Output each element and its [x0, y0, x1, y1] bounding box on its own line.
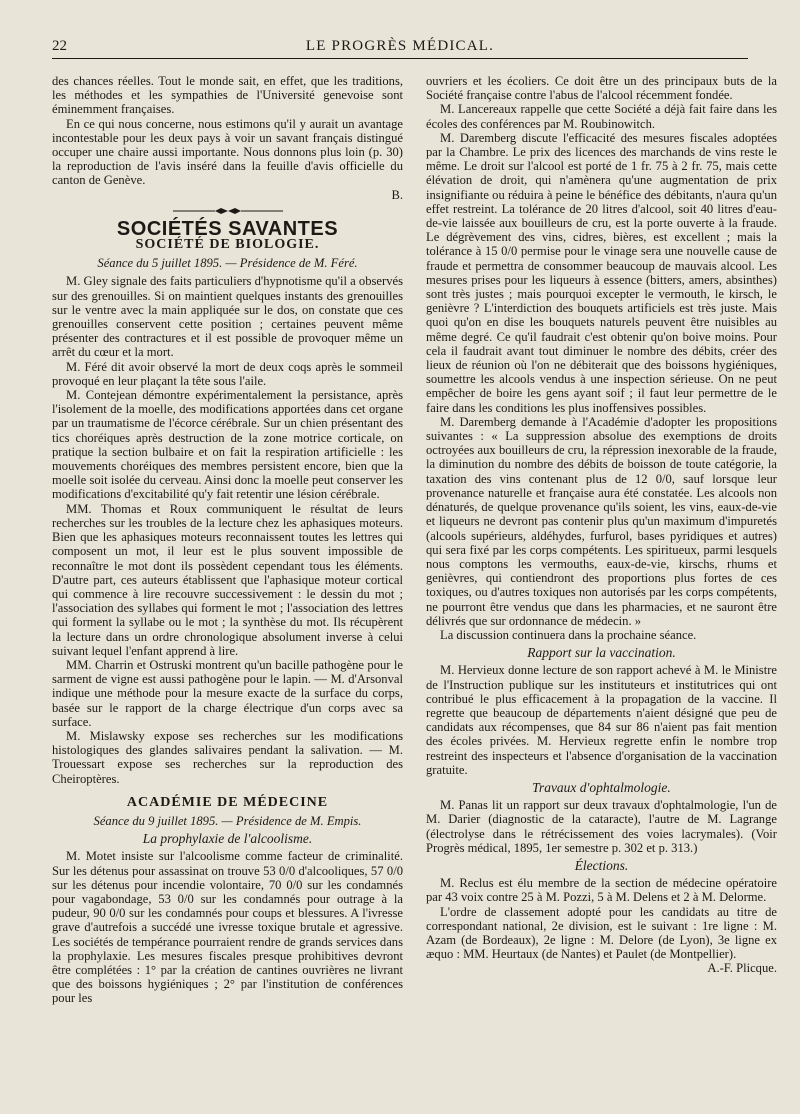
paragraph: En ce qui nous concerne, nous estimons qu'il y aurait un avantage incontestable pour les deux pays à voir un savant français distingué occuper une chaire aussi importante. Nous donnons plus loin (p. 30) la reproduction de l'avis inséré dans la feuille d'avis officielle du canton de Genève. — [52, 116, 403, 188]
left-column — [52, 74, 403, 1104]
paragraph: M. Panas lit un rapport sur deux travaux d'ophtalmologie, l'un de M. Darier (diagnostic de la cataracte), l'autre de M. Lagrange (électrolyse dans le rétrécissement des voies lacrymales). (Voir Progrès médical, 1895, 1er semestre p. 302 et p. 313.) — [426, 798, 777, 855]
page-number: 22 — [52, 38, 67, 54]
paragraph: M. Hervieux donne lecture de son rapport achevé à M. le Ministre de l'Instruction publique sur les instituteurs et institutrices qui ont contribué le plus efficacement à la propagation de la vaccine. Il regrette que beaucoup de départements n'aient désigné que peu de candidats aux récompenses, que 84 sur 86 n'aient pas fait mention des écoles privées. M. Hervieux regrette enfin le nombre trop restreint des inspecteurs et l'absence d'organisation de la vaccination gratuite. — [426, 663, 777, 777]
signature: A.-F. Plicque. — [707, 961, 777, 976]
subsection-title: La prophylaxie de l'alcoolisme. — [142, 831, 313, 847]
paragraph: M. Daremberg demande à l'Académie d'adopter les propositions suivantes : « La suppression absolue des exemptions de droits octroyées aux bouilleurs de cru, la répression inexorable de la fraude, la diminution du nombre des débits de boisson de toute catégorie, la taxation des vins contenant plus de 12 0/0, sauf lorsque leur provenance naturelle et française aura été constatée. Les alcools non dénaturés, de quelque provenance qu'ils soient, les vins, eaux-de-vie et liqueurs ne devront pas contenir plus qu'un maximum d'impuretés (alcools supérieurs, aldéhydes, furfurol, bases pyridiques et autres) qui sera fixé par les corps compétents. Les spiritueux, parmi lesquels nous comptons les vermouths, eaux-de-vie, kirschs, rhums et genièvres, qui contiendront des proportions plus fortes de ces toxiques, ou d'autres toxiques non autorisés par les corps compétents, ne pourront être vendus que dans les pharmacies, et ne sauront être délivrés que sur ordonnance de médecin. » — [426, 414, 777, 628]
paragraph: M. Lancereaux rappelle que cette Société a déjà fait faire dans les écoles des conférences par M. Roubinowitch. — [426, 102, 777, 131]
paragraph: La discussion continuera dans la prochaine séance. — [440, 627, 697, 642]
paragraph: L'ordre de classement adopté pour les candidats au titre de correspondant national, 2e division, est le suivant : 1re ligne : M. Azam (de Bordeaux), 2e ligne : M. Delore (de Lyon), 3e ligne ex æquo : MM. Heurtaux (de Nantes) et Paulet (de Montpellier). — [426, 904, 777, 962]
section-title: SOCIÉTÉS SAVANTES — [116, 217, 339, 240]
seance-line: Séance du 5 juillet 1895. — Présidence de M. Féré. — [97, 256, 358, 271]
society-title: SOCIÉTÉ DE BIOLOGIE. — [135, 237, 320, 253]
subsection-title: Rapport sur la vaccination. — [527, 645, 676, 661]
seance-line: Séance du 9 juillet 1895. — Présidence de M. Empis. — [93, 813, 362, 828]
paragraph: M. Féré dit avoir observé la mort de deux coqs après le sommeil provoqué en leur plaçant la tête sous l'aile. — [52, 359, 403, 388]
running-title: LE PROGRÈS MÉDICAL. — [305, 38, 495, 54]
intro-paragraph: des chances réelles. Tout le monde sait, en effet, que les traditions, les méthodes et les sympathies de l'Université genevoise sont éminemment françaises. — [52, 74, 403, 117]
paragraph: M. Contejean démontre expérimentalement la persistance, après l'isolement de la moelle, des modifications apportées dans cet organe par un traumatisme de l'écorce cérébrale. Sur un chien présentant des tics choréiques après destruction de la zone motrice corticale, on pratique la section bulbaire et on fait la respiration artificielle : les mouvements choréiques des membres persistent encore, bien que la moelle soit isolée du cerveau. Ainsi donc la moelle peut conserver les modifications d'excitabilité qu'y fait retentir une lésion cérébrale. — [52, 388, 403, 502]
academy-title: ACADÉMIE DE MÉDECINE — [126, 794, 329, 810]
right-column — [426, 74, 777, 1104]
signature: B. — [391, 187, 403, 202]
paragraph: M. Daremberg discute l'efficacité des mesures fiscales adoptées par la Chambre. Le prix des licences des marchands de vins reste le même. Le droit sur l'alcool est porté de 1 fr. 75 à 2 fr. 75, mais cette élévation de droit, qui n'amènera qu'une augmentation de prix insignifiante ou réduira à peine le bénéfice des débitants, n'aura qu'un effet restreint. La tolérance de 20 litres d'alcool, soit 40 litres d'eau-de-vie laissée aux bouilleurs de cru, est la porte ouverte à la fraude. Le dégrèvement des vins, cidres, bières, est excellent ; mais la tolérance à 15 0/0 permise pour le vinage sera une nouvelle cause de fraude et permettra de consommer beaucoup de mauvais alcool. Les mesures prises pour les liqueurs à essence (bitters, amers, absinthes) sont très justes ; mais pourquoi excepter le vermouth, le kirsch, le genièvre ? L'interdiction des bouquets artificiels est très juste. Mais quoi qu'on en dise les bouquets naturels peuvent être nuisibles au même degré. Ce qu'il faudrait c'est obtenir qu'on boive moins. Pour cela il faudrait avant tout diminuer le nombre des débits, créer des lieux de réunion où l'on ne débiterait que des boissons hygiéniques, soumettre les alcools vendus à une inspection sérieuse. On ne peut empêcher de boire les gens ayant soif ; il faut leur permettre de le faire dans les conditions les plus inoffensives possibles. — [426, 130, 777, 415]
paragraph: MM. Charrin et Ostruski montrent qu'un bacille pathogène pour le sarment de vigne est aussi pathogène pour le lapin. — M. d'Arsonval indique une méthode pour la mesure exacte de la surface du corps, basée sur le rapport de la charge électrique d'un corps avec sa surface. — [52, 657, 403, 729]
paragraph: M. Mislawsky expose ses recherches sur les modifications histologiques des glandes salivaires pendant la salivation. — M. Trouessart expose ses recherches sur la reproduction des Cheiroptères. — [52, 728, 403, 786]
subsection-title: Travaux d'ophtalmologie. — [532, 779, 671, 795]
paragraph: ouvriers et les écoliers. Ce doit être un des principaux buts de la Société française contre l'abus de l'alcool récemment fondée. — [426, 74, 777, 103]
paragraph: MM. Thomas et Roux communiquent le résultat de leurs recherches sur les troubles de la lecture chez les aphasiques moteurs. Bien que les aphasiques moteurs reconnaissent toutes les lettres qui composent un mot, il leur est le plus souvent impossible de reconnaître le mot dont ils possèdent cependant tous les éléments. D'autre part, ces auteurs établissent que l'aphasique moteur cortical qui commence à lire recouvre successivement : le dessin du mot ; l'association des syllabes qui forment le mot ; l'association des lettres qui forment la syllabe ou le mot ; la synthèse du mot. Ils récupèrent la lecture dans un ordre chronologique absolument inverse à celui suivant lequel l'enfant apprend à lire. — [52, 501, 403, 658]
ornament-divider — [173, 206, 283, 216]
subsection-title: Élections. — [574, 857, 629, 873]
paragraph: M. Motet insiste sur l'alcoolisme comme facteur de criminalité. Sur les détenus pour assassinat on trouve 53 0/0 d'alcooliques, 57 0/0 sur les détenus pour incendie volontaire, 70 0/0 sur les condamnés pour vagabondage, 53 0/0 sur les condamnés pour outrage à la pudeur, 90 0/0 sur les condamnés pour coups et blessures. A l'ivresse grave d'autrefois a succédé une ivresse toxique brutale et agressive. Les sociétés de tempérance pourraient rendre de grands services dans la prophylaxie. Les mesures fiscales presque prohibitives devront être complétées : 1° par la création de cantines ouvrières ne livrant que des boissons hygiéniques ; 2° par l'institution de conférences pour les — [52, 849, 403, 1006]
paragraph: M. Gley signale des faits particuliers d'hypnotisme qu'il a observés sur des grenouilles. Si on maintient quelques instants des grenouilles sur le ventre avec la main appliquée sur le dos, on constate que ces grenouilles conservent cette position ; certaines peuvent même présenter des contractures et il est possible de provoquer même un arrêt du cœur et la mort. — [52, 274, 403, 360]
paragraph: M. Reclus est élu membre de la section de médecine opératoire par 43 voix contre 25 à M. Pozzi, 5 à M. Delens et 2 à M. Delorme. — [426, 876, 777, 905]
page-header — [52, 38, 748, 59]
